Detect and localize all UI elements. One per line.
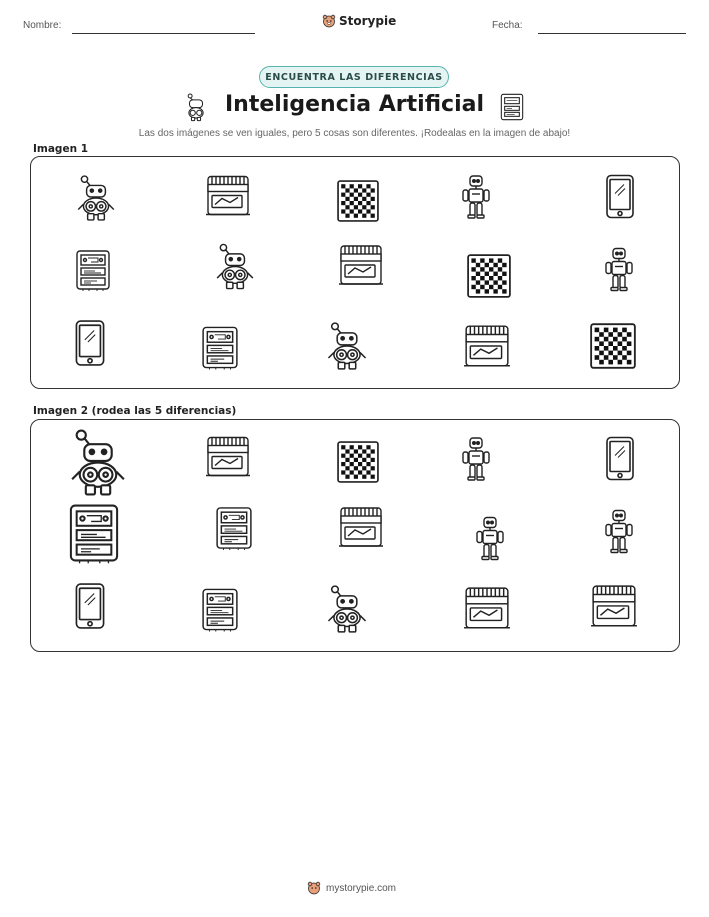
robot-gears-icon — [214, 243, 256, 290]
robot-gears-icon — [325, 322, 369, 370]
footer-site: mystorypie.com — [326, 882, 397, 894]
page-title: Inteligencia Artificial — [225, 92, 484, 117]
computer-terminal-icon — [337, 243, 385, 289]
computer-terminal-icon — [462, 585, 512, 633]
smartphone-icon — [74, 319, 106, 367]
circuit-board-icon — [215, 505, 253, 551]
smartphone-icon — [605, 173, 635, 220]
humanoid-robot-icon — [460, 436, 492, 482]
computer-terminal-icon — [204, 174, 252, 219]
circuit-board-icon — [68, 500, 120, 566]
humanoid-robot-icon — [474, 515, 506, 562]
humanoid-robot-icon — [460, 174, 492, 220]
instructions: Las dos imágenes se ven iguales, pero 5 cosas son diferentes. ¡Rodealas en la imagen de abajo! — [138, 128, 571, 139]
date-label: Fecha: — [492, 20, 523, 31]
computer-terminal-icon — [462, 323, 512, 371]
robot-gears-icon — [325, 585, 369, 633]
footer — [307, 881, 396, 895]
image2-label: Imagen 2 (rodea las 5 diferencias) — [33, 405, 237, 417]
circuit-board-icon — [201, 324, 239, 371]
checkerboard-icon — [337, 180, 379, 222]
smartphone-icon — [74, 582, 106, 630]
date-field[interactable] — [538, 33, 686, 34]
checkerboard-icon — [337, 441, 379, 483]
checkerboard-icon — [590, 323, 636, 369]
computer-terminal-icon — [589, 583, 639, 631]
storypie-mascot-icon — [322, 14, 336, 28]
name-field[interactable] — [72, 33, 255, 34]
computer-terminal-icon — [204, 435, 252, 480]
robot-gears-icon — [66, 429, 130, 496]
checkerboard-icon — [467, 254, 511, 298]
activity-badge: ENCUENTRA LAS DIFERENCIAS — [259, 66, 449, 88]
brand-logo — [322, 14, 396, 28]
circuit-board-icon — [500, 93, 524, 125]
storypie-mascot-icon — [307, 881, 321, 895]
brand-name: Storypie — [339, 14, 397, 28]
circuit-board-icon — [201, 586, 239, 633]
name-label: Nombre: — [23, 20, 62, 31]
computer-terminal-icon — [337, 505, 385, 551]
smartphone-icon — [605, 435, 635, 482]
humanoid-robot-icon — [603, 508, 635, 555]
circuit-board-icon — [75, 246, 111, 294]
robot-gears-icon — [75, 175, 117, 221]
image1-label: Imagen 1 — [33, 143, 89, 155]
humanoid-robot-icon — [603, 246, 635, 293]
